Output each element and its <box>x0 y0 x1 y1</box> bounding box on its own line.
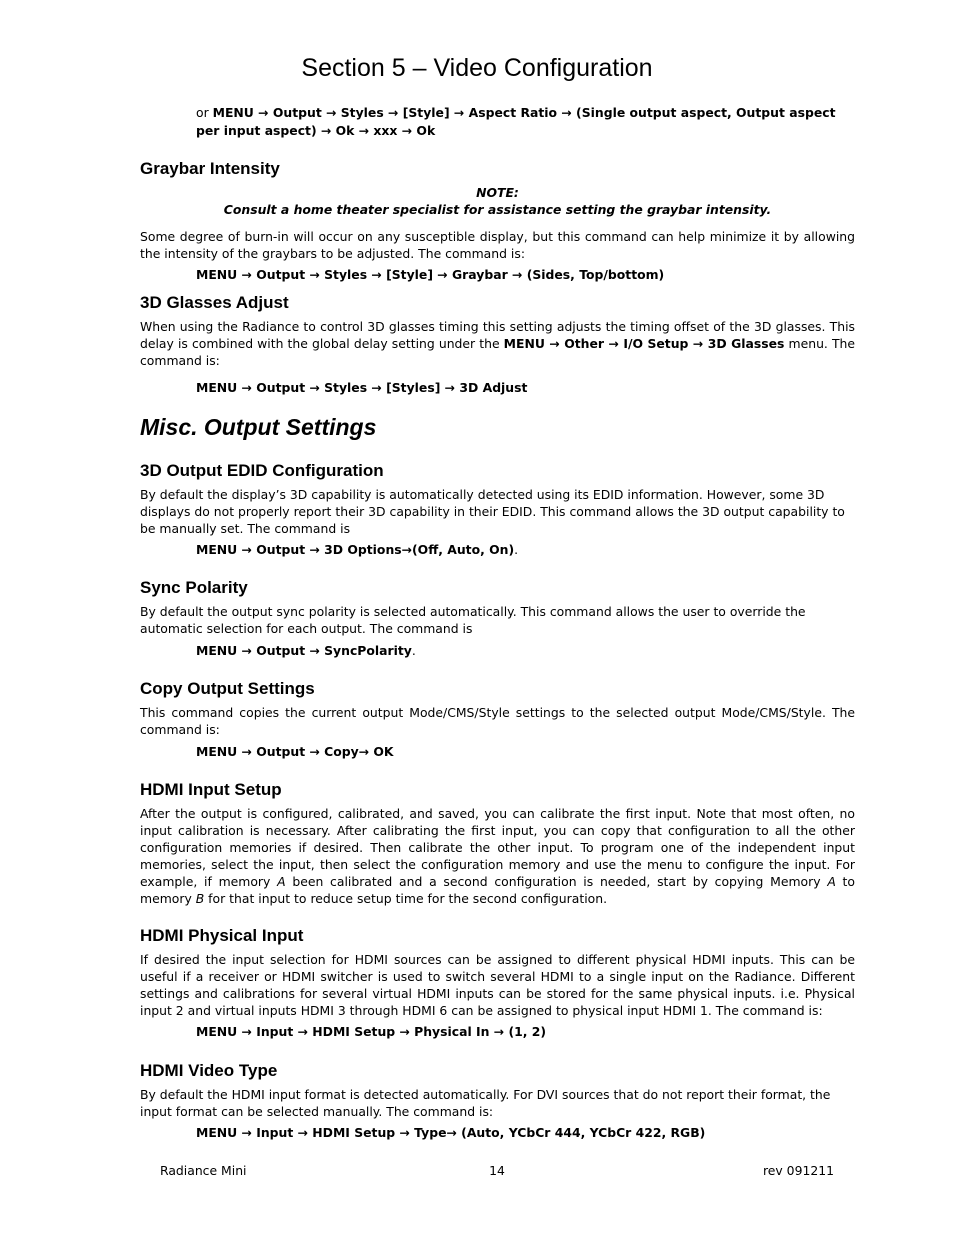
aspect-cmd-line2: per input aspect) → Ok → xxx → Ok <box>196 123 436 138</box>
sync-command <box>196 642 856 660</box>
hdmi-input-body-a: After the output is configured, calibrated, and saved, you can calibrate the first input. Note that most often, no input calibration is necessary. After calibrating the first input, you can copy that configuration to all the other configuration memories if desired. Then calibrate the other input. To program one of the independent input memories, select the input, then select the configuration memory and use the menu to configure the input. For example, if memory <box>140 806 855 889</box>
page-title: Section 5 – Video Configuration <box>301 54 653 82</box>
footer-page-number: 14 <box>489 1163 505 1178</box>
sync-cmd-end: . <box>411 643 416 658</box>
glasses-body-path: MENU → Other → I/O Setup → 3D Glasses <box>503 336 785 351</box>
heading-3d-output-edid: 3D Output EDID Configuration <box>140 461 384 480</box>
glasses-command: MENU → Output → Styles → [Styles] → 3D Adjust <box>196 380 528 395</box>
edid-body: By default the display’s 3D capability is automatically detected using its EDID information. However, some 3D displays do not properly report their 3D capability in their EDID. This command allows the 3D output capability to be manually set. The command is <box>140 487 845 536</box>
heading-hdmi-physical-input: HDMI Physical Input <box>140 926 304 945</box>
memory-a: A <box>277 874 286 889</box>
hdmi-physical-body: If desired the input selection for HDMI sources can be assigned to different physical HDMI inputs. This can be useful if a receiver or HDMI switcher is used to switch several HDMI to a single input on the Radiance. Different settings and calibrations for several virtual HDMI inputs can be stored for the same physical inputs. i.e. Physical input 2 and virtual inputs HDMI 3 through HDMI 6 can be assigned to physical input HDMI 1. The command is: <box>140 952 855 1018</box>
hdmi-input-body-c: to memory <box>140 874 855 906</box>
graybar-body: Some degree of burn-in will occur on any susceptible display, but this command can help minimize it by allowing the intensity of the graybars to be adjusted. The command is: <box>140 229 855 261</box>
heading-hdmi-video-type: HDMI Video Type <box>140 1061 278 1080</box>
graybar-command: MENU → Output → Styles → [Style] → Graybar → (Sides, Top/bottom) <box>196 267 665 282</box>
heading-hdmi-input-setup: HDMI Input Setup <box>140 780 282 799</box>
sync-body: By default the output sync polarity is selected automatically. This command allows the user to override the automatic selection for each output. The command is <box>140 604 806 636</box>
memory-b: B <box>195 891 205 906</box>
edid-cmd: MENU → Output → 3D Options→(Off, Auto, On) <box>196 542 515 557</box>
memory-a: A <box>827 874 836 889</box>
hdmi-video-body: By default the HDMI input format is detected automatically. For DVI sources that do not report their format, the input format can be selected manually. The command is: <box>140 1087 831 1119</box>
hdmi-video-command: MENU → Input → HDMI Setup → Type→ (Auto, YCbCr 444, YCbCr 422, RGB) <box>196 1125 706 1140</box>
heading-misc-output-settings: Misc. Output Settings <box>140 414 377 440</box>
heading-3d-glasses-adjust: 3D Glasses Adjust <box>140 293 289 312</box>
sync-cmd: MENU → Output → SyncPolarity <box>196 643 412 658</box>
hdmi-input-body <box>140 805 855 907</box>
aspect-cmd-line1: MENU → Output → Styles → [Style] → Aspect Ratio → (Single output aspect, Output aspect <box>212 105 836 120</box>
note-text: Consult a home theater specialist for assistance setting the graybar intensity. <box>223 202 772 217</box>
aspect-ratio-command <box>196 104 856 140</box>
aspect-prefix: or <box>196 105 213 120</box>
hdmi-physical-command: MENU → Input → HDMI Setup → Physical In → (1, 2) <box>196 1024 547 1039</box>
hdmi-input-body-d: for that input to reduce setup time for the second configuration. <box>204 891 608 906</box>
edid-cmd-end: . <box>514 542 519 557</box>
heading-graybar-intensity: Graybar Intensity <box>140 159 280 178</box>
copy-command: MENU → Output → Copy→ OK <box>196 744 394 759</box>
footer-product-name: Radiance Mini <box>160 1163 247 1178</box>
glasses-body <box>140 318 855 369</box>
copy-body: This command copies the current output Mode/CMS/Style settings to the selected output Mode/CMS/Style. The command is: <box>140 705 855 737</box>
footer-revision: rev 091211 <box>762 1163 834 1178</box>
glasses-body-a: When using the Radiance to control 3D glasses timing this setting adjusts the timing offset of the 3D glasses. This delay is combined with the global delay setting under the <box>140 319 855 351</box>
heading-sync-polarity: Sync Polarity <box>140 578 248 597</box>
glasses-body-b: menu. The command is: <box>140 336 855 368</box>
hdmi-input-body-b: been calibrated and a second configuration is needed, start by copying Memory <box>285 874 828 889</box>
note-label: NOTE: <box>476 185 519 200</box>
heading-copy-output-settings: Copy Output Settings <box>140 679 315 698</box>
edid-command <box>196 541 856 559</box>
